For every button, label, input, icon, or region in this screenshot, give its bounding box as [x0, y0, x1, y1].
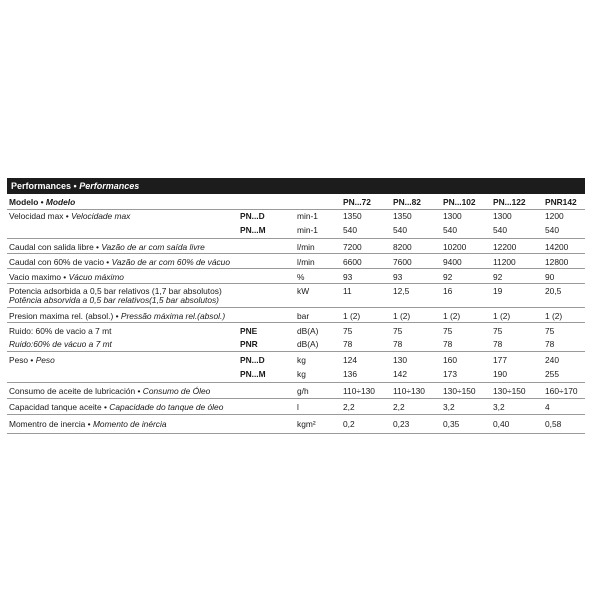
table-row: Capacidad tanque aceite • Capacidade do tanque de óleo l 2,2 2,2 3,2 3,2 4 — [7, 399, 585, 415]
model-col-4: PN...122 — [493, 197, 526, 207]
table-row: Peso • Peso PN...D kg 124 130 160 177 240 — [9, 355, 559, 365]
model-label: Modelo • Modelo — [9, 197, 76, 207]
section-title-es: Performances — [11, 181, 72, 191]
model-col-5: PNR142 — [545, 197, 577, 207]
table-row: Potencia adsorbida a 0,5 bar relativos (1,7 bar absolutos) Potência absorvida a 0,5 bar relativos(1,5 bar absolutos) kW 11 12,5 16 19 20,5 — [7, 284, 585, 308]
model-header-row — [7, 194, 585, 210]
table-row: Momentro de inercia • Momento de inércia kgm² 0,2 0,23 0,35 0,40 0,58 — [7, 415, 585, 434]
table-row: Presion maxima rel. (absol.) • Pressão máxima rel.(absol.) bar 1 (2) 1 (2) 1 (2) 1 (2) 1 (2) — [7, 308, 585, 323]
table-row: PN...M kg 136 142 173 190 255 — [7, 367, 585, 383]
table-row: Vacio maximo • Vácuo máximo % 93 93 92 92 90 — [7, 269, 585, 284]
model-col-2: PN...82 — [393, 197, 421, 207]
table-row: Velocidad max • Velocidade max PN...D min-1 1350 1350 1300 1300 1200 — [9, 211, 564, 221]
model-col-1: PN...72 — [343, 197, 371, 207]
section-header: Performances • Performances — [7, 178, 585, 194]
model-col-3: PN...102 — [443, 197, 476, 207]
table-row: Consumo de aceite de lubricación • Consumo de Óleo g/h 110÷130 110÷130 130÷150 130÷150 160÷170 — [7, 383, 585, 399]
table-row: Caudal con salida libre • Vazão de ar com saída livre l/min 7200 8200 10200 12200 14200 — [7, 239, 585, 254]
section-title-pt: Performances — [79, 181, 140, 191]
table-row: PN...M min-1 540 540 540 540 540 — [7, 224, 585, 239]
table-row: Ruido:60% de vácuo a 7 mt PNR dB(A) 78 78 78 78 78 — [7, 337, 585, 352]
table-row: Ruido: 60% de vacio a 7 mt PNE dB(A) 75 75 75 75 75 — [9, 326, 555, 336]
performance-table — [7, 178, 585, 434]
table-row: Caudal con 60% de vacio • Vazão de ar com 60% de vácuo l/min 6600 7600 9400 11200 12800 — [7, 254, 585, 269]
